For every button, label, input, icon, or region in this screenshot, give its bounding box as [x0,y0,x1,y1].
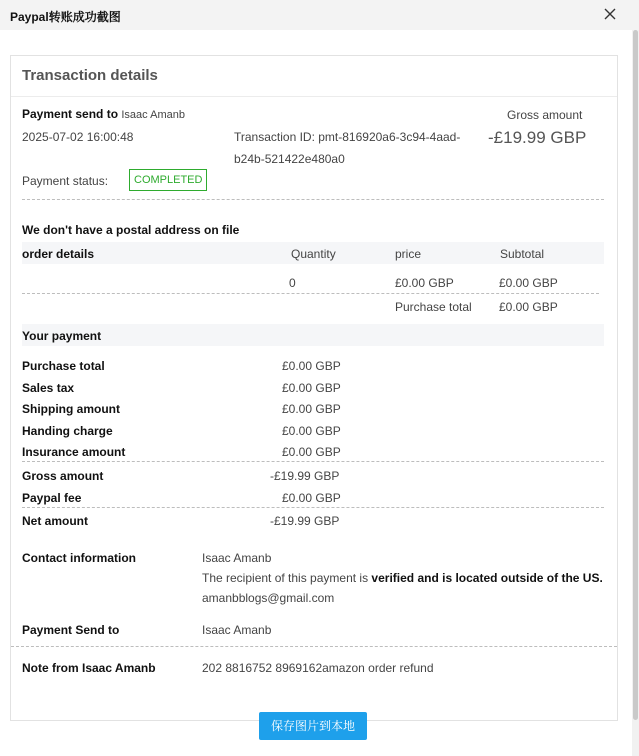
gross-amount-label: Gross amount [507,108,583,122]
order-header-price: price [395,247,422,261]
payment-send-label: Payment send to [22,107,119,121]
vertical-scrollbar[interactable] [632,30,639,756]
order-subtotal: £0.00 GBP [499,276,558,290]
divider [22,461,604,462]
recipient-text-bold: verified and is located outside of the US. [371,571,603,585]
payment-row-value: £0.00 GBP [282,491,341,505]
save-image-button[interactable]: 保存图片到本地 [259,712,367,740]
payment-row-value: £0.00 GBP [282,381,341,395]
payment-row-label: Gross amount [22,469,104,483]
payment-status-label: Payment status: [22,174,109,188]
payment-row-label: Handing charge [22,424,113,438]
note-label: Note from Isaac Amanb [22,661,156,675]
payment-send-to-name: Isaac Amanb [202,623,272,637]
order-header-details: order details [22,247,95,261]
payment-row-label: Sales tax [22,381,75,395]
card-title: Transaction details [22,67,158,84]
order-quantity: 0 [289,276,296,290]
payment-row-value: -£19.99 GBP [270,514,340,528]
divider [22,293,599,294]
purchase-total-value: £0.00 GBP [499,300,558,314]
purchase-total-label: Purchase total [395,300,472,314]
transaction-datetime: 2025-07-02 16:00:48 [22,130,134,144]
payment-row-label: Insurance amount [22,445,126,459]
order-header-subtotal: Subtotal [500,247,545,261]
transaction-id-line2: b24b-521422e480a0 [234,152,345,166]
payment-send-to-label: Payment Send to [22,623,120,637]
payment-row-value: £0.00 GBP [282,424,341,438]
payment-row-value: £0.00 GBP [282,359,341,373]
divider [22,507,604,508]
payment-send-line [22,107,185,121]
payment-row-label: Net amount [22,514,88,528]
contact-info-label: Contact information [22,551,136,565]
status-badge: COMPLETED [129,169,207,191]
payment-row-value: £0.00 GBP [282,402,341,416]
transaction-card [10,55,618,721]
payment-row-label: Paypal fee [22,491,82,505]
contact-name: Isaac Amanb [202,551,272,565]
order-header-quantity: Quantity [291,247,336,261]
divider [22,199,604,200]
note-text: 202 8816752 8969162amazon order refund [202,661,434,675]
payment-row-value: -£19.99 GBP [270,469,340,483]
payment-row-label: Purchase total [22,359,105,373]
your-payment-title: Your payment [22,329,102,343]
order-price: £0.00 GBP [395,276,454,290]
recipient-name: Isaac Amanb [121,109,185,121]
close-icon[interactable] [602,6,618,22]
recipient-text-prefix: The recipient of this payment is [202,571,372,585]
transaction-id-line1: Transaction ID: pmt-816920a6-3c94-4aad- [234,130,461,144]
dialog-title: Paypal转账成功截图 [10,10,121,24]
card-header [11,56,617,97]
dialog-content[interactable] [0,30,632,756]
recipient-verification-text [202,571,603,585]
postal-notice: We don't have a postal address on file [22,223,240,237]
payment-row-label: Shipping amount [22,402,120,416]
payment-row-value: £0.00 GBP [282,445,341,459]
contact-email: amanbblogs@gmail.com [202,591,335,605]
scrollbar-thumb[interactable] [633,30,638,720]
gross-amount-value: -£19.99 GBP [488,128,587,147]
your-payment-header [22,324,604,346]
dialog-title-bar [0,0,639,30]
divider [11,646,617,647]
